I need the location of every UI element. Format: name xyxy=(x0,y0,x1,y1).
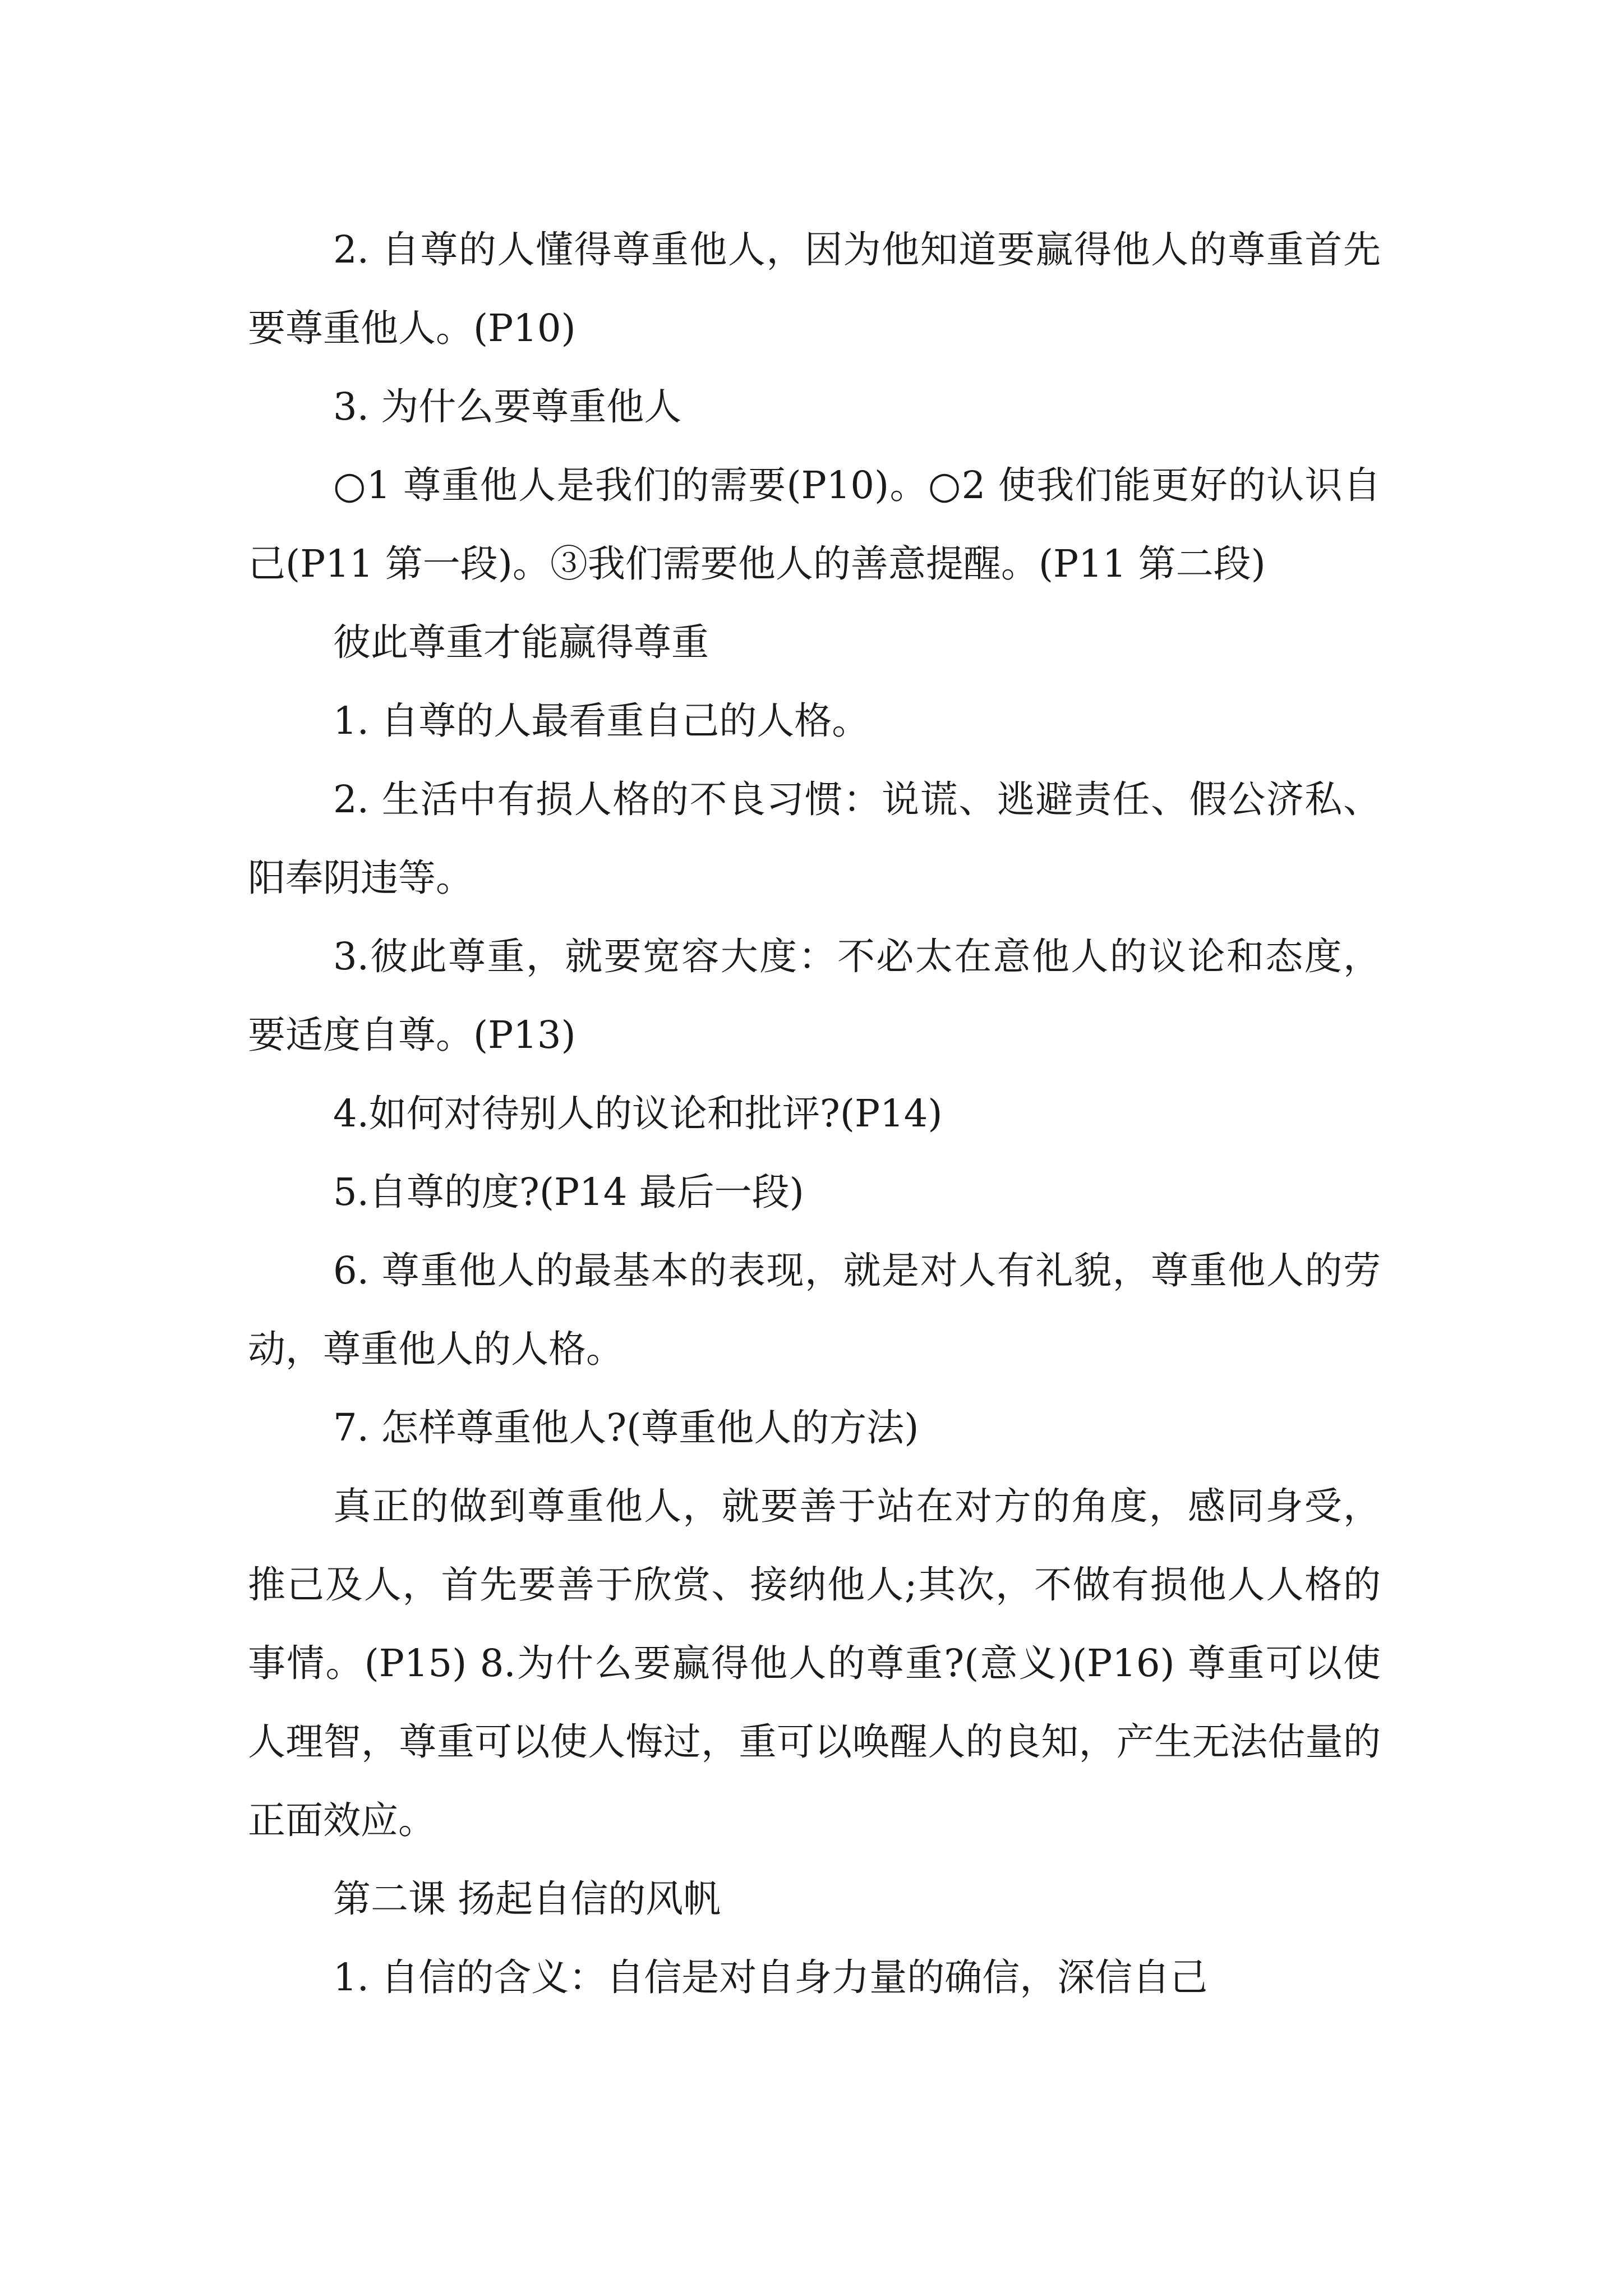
paragraph-point-4: 4.如何对待别人的议论和批评?(P14) xyxy=(333,1092,943,1135)
section-heading-mutual-respect: 彼此尊重才能赢得尊重 xyxy=(333,620,709,664)
paragraph-point-1: 1. 自尊的人最看重自己的人格。 xyxy=(333,699,870,743)
paragraph-confidence-definition: 1. 自信的含义：自信是对自身力量的确信，深信自己 xyxy=(333,1955,1208,1999)
paragraph-method: 真正的做到尊重他人，就要善于站在对方的角度，感同身受，推己及人，首先要善于欣赏、接纳他人;其次，不做有损他人人格的事情。(P15) 8.为什么要赢得他人的尊重?(意义)(P16) 尊重可以使人理智，尊重可以使人悔过，重可以唤醒人的良知，产生无法估量的正面效应。 xyxy=(248,1484,1381,1842)
paragraph-reasons: ○1 尊重他人是我们的需要(P10)。○2 使我们能更好的认识自己(P11 第一段)。③我们需要他人的善意提醒。(P11 第二段) xyxy=(248,463,1381,586)
paragraph-point-2: 2. 生活中有损人格的不良习惯：说谎、逃避责任、假公济私、阳奉阴违等。 xyxy=(248,777,1381,900)
paragraph-point-7: 7. 怎样尊重他人?(尊重他人的方法) xyxy=(333,1406,919,1450)
lesson-heading: 第二课 扬起自信的风帆 xyxy=(333,1877,721,1921)
paragraph-point-3: 3.彼此尊重，就要宽容大度：不必太在意他人的议论和态度，要适度自尊。(P13) xyxy=(248,935,1381,1057)
heading-why-respect-others: 3. 为什么要尊重他人 xyxy=(333,385,682,429)
paragraph-point-5: 5.自尊的度?(P14 最后一段) xyxy=(333,1170,804,1214)
document-body xyxy=(248,210,1381,2017)
paragraph-respect-others: 2. 自尊的人懂得尊重他人，因为他知道要赢得他人的尊重首先要尊重他人。(P10) xyxy=(248,228,1381,350)
paragraph-point-6: 6. 尊重他人的最基本的表现，就是对人有礼貌，尊重他人的劳动，尊重他人的人格。 xyxy=(248,1249,1381,1371)
